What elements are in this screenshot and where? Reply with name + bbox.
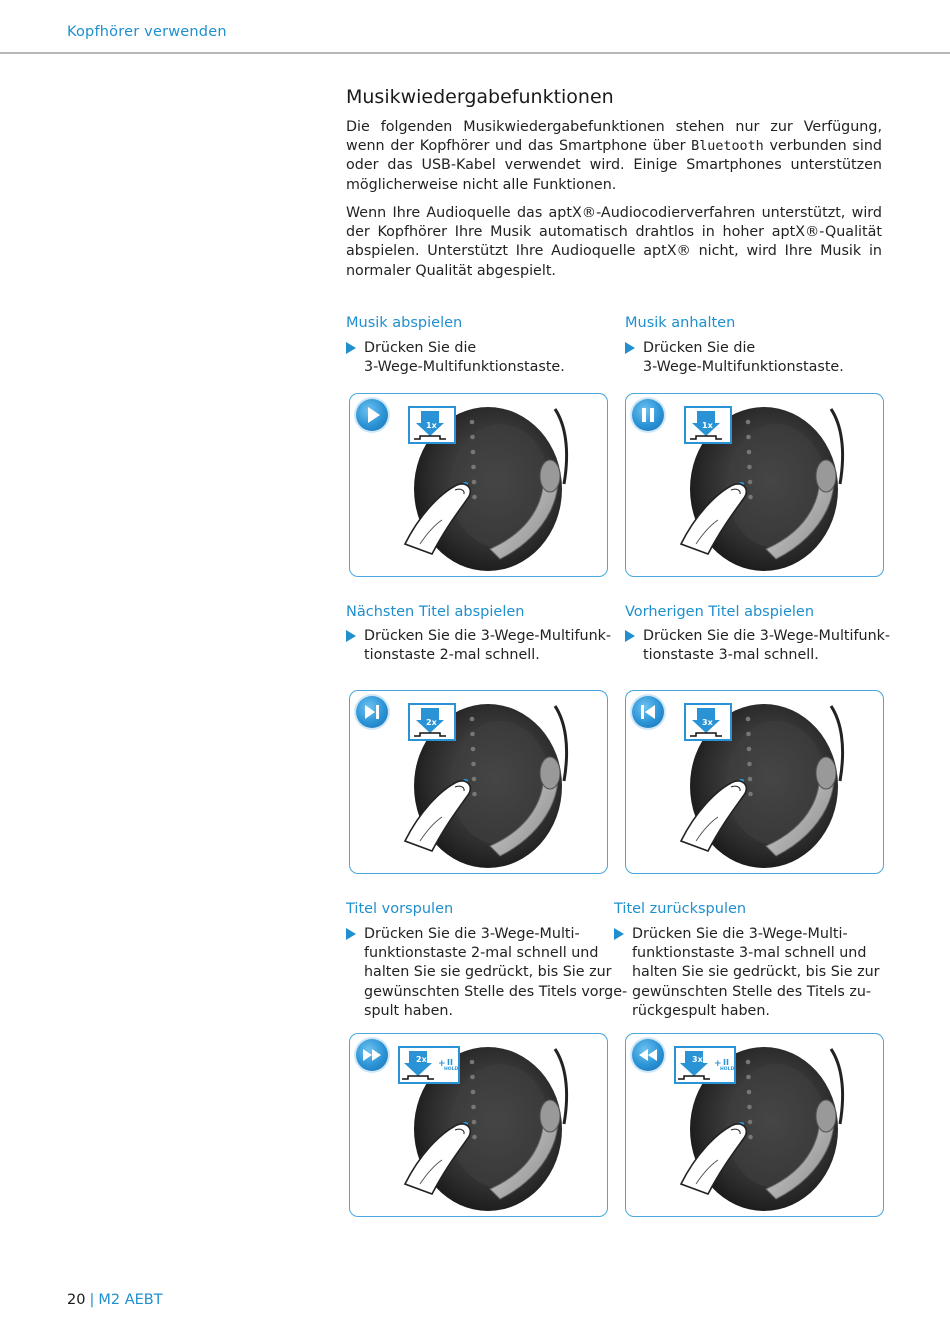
control-dot — [472, 1135, 477, 1140]
instruction-text: Drücken Sie die 3-Wege-Multifunk- tionstaste 2-mal schnell. — [364, 628, 612, 664]
press-count: 3x — [692, 1055, 703, 1064]
instruction-text: Drücken Sie die 3-Wege-Multifunktionstaste. — [364, 340, 565, 376]
control-dot — [472, 1120, 477, 1125]
instruction-text: Drücken Sie die 3-Wege-Multi- funktionstaste 3-mal schnell und halten Sie sie gedrückt, bis Sie zur gewünschten Stelle des Titels zu- rückgespult haben. — [632, 926, 880, 1019]
hold-plus: + — [438, 1059, 446, 1069]
press-hold-indicator-icon — [398, 1046, 478, 1096]
headphone-illustration — [350, 691, 607, 873]
control-dot — [470, 732, 475, 737]
press-hold-indicator-icon — [674, 1046, 754, 1096]
play-icon — [356, 399, 388, 431]
model-name: M2 AEBT — [98, 1292, 163, 1308]
headphone-illustration — [626, 1034, 883, 1216]
control-dot — [748, 1135, 753, 1140]
control-dot — [472, 495, 477, 500]
control-dot — [471, 747, 476, 752]
control-dot — [748, 792, 753, 797]
bluetooth-term: Bluetooth — [691, 139, 764, 155]
footer-separator: | — [89, 1292, 95, 1308]
control-dot — [472, 777, 477, 782]
illustration-frame — [349, 1033, 608, 1217]
control-dot — [470, 435, 475, 440]
illustration-frame — [625, 690, 884, 874]
control-dot — [747, 1105, 752, 1110]
cell-heading: Musik abspielen — [346, 315, 463, 331]
intro-text-1: Die folgenden Musikwiedergabefunktionen stehen nur zur Verfügung, wenn der Kopfhörer und das Smartphone über — [346, 119, 882, 155]
cell-heading: Titel vorspulen — [346, 901, 454, 917]
control-dot — [748, 480, 753, 485]
press-count: 1x — [702, 421, 713, 430]
illustration-frame — [625, 1033, 884, 1217]
hold-word: HOLD — [444, 1067, 459, 1072]
bullet-arrow-icon — [346, 630, 356, 642]
previous-track-icon — [632, 696, 664, 728]
control-dot — [747, 747, 752, 752]
press-indicator-icon — [408, 703, 468, 753]
control-dot — [746, 732, 751, 737]
control-dot — [471, 1105, 476, 1110]
bullet-arrow-icon — [346, 928, 356, 940]
illustration-frame — [349, 690, 608, 874]
control-dot — [748, 777, 753, 782]
press-indicator-icon — [408, 406, 468, 456]
next-track-icon — [356, 696, 388, 728]
instruction-text: Drücken Sie die 3-Wege-Multifunktionstaste. — [643, 340, 844, 376]
control-dot — [472, 792, 477, 797]
aptx-paragraph: Wenn Ihre Audioquelle das aptX®-Audiocodierverfahren unterstützt, wird der Kopfhörer Ihre Musik automatisch drahtlos in hoher aptX®-Qualität abspielen. Unterstützt Ihre Audioquelle aptX® nicht, wird Ihre Musik in normaler Qualität abgespielt. — [346, 205, 882, 279]
press-count: 2x — [416, 1055, 427, 1064]
intro-text-2: verbunden sind oder das USB-Kabel verwendet wird. Einige Smartphones unterstützen möglicherweise nicht alle Funktionen. — [346, 138, 882, 193]
bullet-arrow-icon — [625, 342, 635, 354]
hold-mark: II — [723, 1058, 729, 1067]
illustration-frame — [349, 393, 608, 577]
control-dot — [470, 420, 475, 425]
page-number: 20 — [67, 1292, 86, 1308]
control-dot — [470, 717, 475, 722]
control-dot — [748, 495, 753, 500]
page-footer — [67, 1292, 163, 1308]
control-dot — [472, 480, 477, 485]
control-dot — [746, 717, 751, 722]
control-dot — [471, 762, 476, 767]
control-dot — [748, 1120, 753, 1125]
control-dot — [471, 465, 476, 470]
hold-word: HOLD — [720, 1067, 735, 1072]
cell-heading: Musik anhalten — [625, 315, 736, 331]
intro-paragraph — [346, 118, 882, 195]
control-dot — [471, 450, 476, 455]
control-dot — [747, 465, 752, 470]
instruction-text: Drücken Sie die 3-Wege-Multifunk- tionstaste 3-mal schnell. — [643, 628, 891, 664]
cell-heading: Nächsten Titel abspielen — [346, 604, 525, 620]
hold-mark: II — [447, 1058, 453, 1067]
control-dot — [746, 435, 751, 440]
press-count: 1x — [426, 421, 437, 430]
illustration-frame — [625, 393, 884, 577]
bullet-arrow-icon — [614, 928, 624, 940]
cell-heading: Titel zurückspulen — [614, 901, 747, 917]
cell-heading: Vorherigen Titel abspielen — [625, 604, 815, 620]
headphone-illustration — [626, 691, 883, 873]
section-title: Musikwiedergabefunktionen — [346, 86, 614, 108]
pause-icon — [632, 399, 664, 431]
press-indicator-icon — [684, 406, 744, 456]
control-dot — [747, 762, 752, 767]
bullet-arrow-icon — [346, 342, 356, 354]
bullet-arrow-icon — [625, 630, 635, 642]
header-title: Kopfhörer verwenden — [67, 24, 227, 40]
instruction-text: Drücken Sie die 3-Wege-Multi- funktionstaste 2-mal schnell und halten Sie sie gedrückt, bis Sie zur gewünschten Stelle des Titels vorge- spult haben. — [364, 926, 628, 1019]
headphone-illustration — [350, 1034, 607, 1216]
rewind-icon — [632, 1039, 664, 1071]
hold-plus: + — [714, 1059, 722, 1069]
control-dot — [746, 420, 751, 425]
headphone-illustration — [350, 394, 607, 576]
press-count: 2x — [426, 718, 437, 727]
header-divider — [0, 52, 950, 54]
press-count: 3x — [702, 718, 713, 727]
headphone-illustration — [626, 394, 883, 576]
control-dot — [747, 450, 752, 455]
press-indicator-icon — [684, 703, 744, 753]
fast-forward-icon — [356, 1039, 388, 1071]
